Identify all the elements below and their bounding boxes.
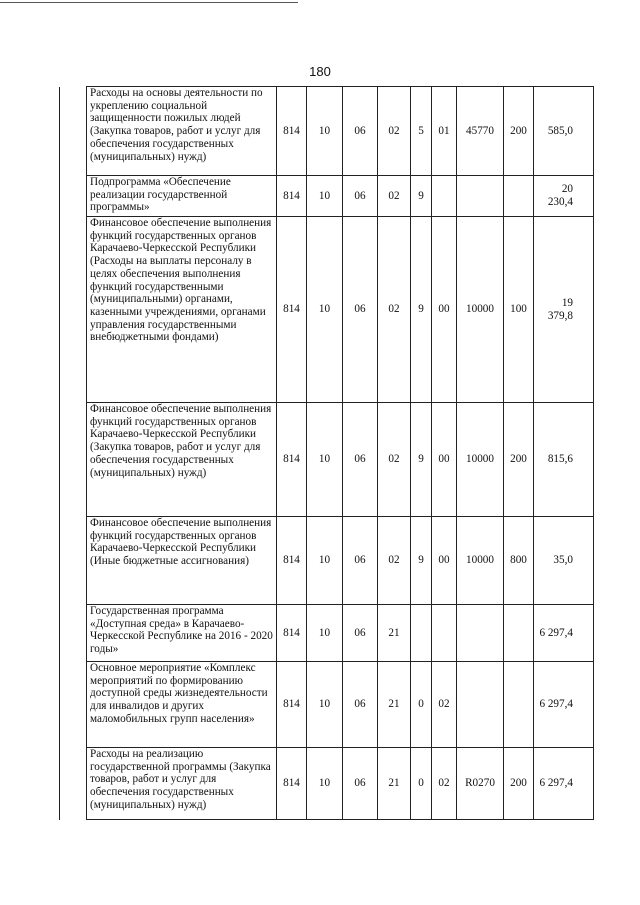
code-section: 10 [307, 176, 343, 217]
row-name: Подпрограмма «Обеспечение реализации государственной программы» [87, 176, 277, 217]
code-expense-type: 800 [504, 517, 534, 605]
code-ministry: 814 [277, 87, 307, 176]
code-subsection: 06 [343, 748, 378, 820]
code-section: 10 [307, 662, 343, 748]
table-row [60, 403, 594, 517]
blank-cell [60, 217, 87, 403]
code-program: 21 [378, 662, 411, 748]
table-row [60, 748, 594, 820]
code-section: 10 [307, 87, 343, 176]
row-name: Расходы на основы деятельности по укреплению социальной защищенности пожилых людей (Закупка товаров, работ и услуг для обеспечения государственных (муниципальных) нужд) [87, 87, 277, 176]
table-row [60, 87, 594, 176]
row-amount: 35,0 [534, 517, 594, 605]
row-amount: 6 297,4 [534, 662, 594, 748]
code-measure: 00 [432, 217, 457, 403]
row-name: Основное мероприятие «Комплекс мероприятий по формированию доступной среды жизнедеятельности для инвалидов и других маломобильных групп населения» [87, 662, 277, 748]
blank-cell [60, 87, 87, 176]
code-measure [432, 176, 457, 217]
code-program: 21 [378, 748, 411, 820]
code-subprogram: 9 [411, 176, 432, 217]
code-program: 02 [378, 176, 411, 217]
code-program: 02 [378, 217, 411, 403]
table-row [60, 217, 594, 403]
blank-cell [60, 517, 87, 605]
code-subsection: 06 [343, 176, 378, 217]
code-section: 10 [307, 217, 343, 403]
code-subsection: 06 [343, 662, 378, 748]
row-amount: 815,6 [534, 403, 594, 517]
code-ministry: 814 [277, 217, 307, 403]
code-ministry: 814 [277, 748, 307, 820]
row-name: Финансовое обеспечение выполнения функций государственных органов Карачаево-Черкесской Республики (Иные бюджетные ассигнования) [87, 517, 277, 605]
code-measure: 02 [432, 662, 457, 748]
code-program: 02 [378, 403, 411, 517]
table-row [60, 176, 594, 217]
code-direction: 10000 [457, 517, 504, 605]
code-program: 21 [378, 605, 411, 662]
code-expense-type: 200 [504, 87, 534, 176]
code-ministry: 814 [277, 662, 307, 748]
code-ministry: 814 [277, 605, 307, 662]
blank-cell [60, 748, 87, 820]
code-subprogram: 9 [411, 217, 432, 403]
row-name: Финансовое обеспечение выполнения функций государственных органов Карачаево-Черкесской Республики (Закупка товаров, работ и услуг для обеспечения государственных (муниципальных) нужд) [87, 403, 277, 517]
code-subprogram: 5 [411, 87, 432, 176]
code-direction [457, 662, 504, 748]
code-measure [432, 605, 457, 662]
code-subprogram: 0 [411, 662, 432, 748]
row-amount: 6 297,4 [534, 748, 594, 820]
row-amount: 20 230,4 [534, 176, 594, 217]
blank-cell [60, 403, 87, 517]
code-ministry: 814 [277, 403, 307, 517]
code-section: 10 [307, 517, 343, 605]
row-amount: 585,0 [534, 87, 594, 176]
code-expense-type: 200 [504, 403, 534, 517]
code-section: 10 [307, 403, 343, 517]
code-ministry: 814 [277, 517, 307, 605]
scan-edge-line [0, 2, 298, 3]
page-number: 180 [309, 64, 331, 79]
code-direction [457, 605, 504, 662]
code-subprogram: 0 [411, 748, 432, 820]
code-subprogram: 9 [411, 517, 432, 605]
code-expense-type: 100 [504, 217, 534, 403]
code-expense-type [504, 605, 534, 662]
code-direction: 45770 [457, 87, 504, 176]
code-program: 02 [378, 517, 411, 605]
code-expense-type [504, 176, 534, 217]
code-ministry: 814 [277, 176, 307, 217]
table-row [60, 662, 594, 748]
code-subprogram: 9 [411, 403, 432, 517]
code-direction: 10000 [457, 217, 504, 403]
code-subsection: 06 [343, 403, 378, 517]
row-amount: 6 297,4 [534, 605, 594, 662]
code-direction [457, 176, 504, 217]
row-name: Государственная программа «Доступная среда» в Карачаево-Черкесской Республике на 2016 - 2020 годы» [87, 605, 277, 662]
code-subsection: 06 [343, 605, 378, 662]
code-subsection: 06 [343, 517, 378, 605]
row-name: Финансовое обеспечение выполнения функций государственных органов Карачаево-Черкесской Республики (Расходы на выплаты персоналу в целях обеспечения выполнения функций государственными (муниципальными) органами, казенными учреждениями, органами управления государственными внебюджетными фондами) [87, 217, 277, 403]
code-measure: 01 [432, 87, 457, 176]
code-section: 10 [307, 605, 343, 662]
code-section: 10 [307, 748, 343, 820]
code-measure: 02 [432, 748, 457, 820]
code-measure: 00 [432, 517, 457, 605]
blank-cell [60, 662, 87, 748]
code-direction: R0270 [457, 748, 504, 820]
code-direction: 10000 [457, 403, 504, 517]
row-amount: 19 379,8 [534, 217, 594, 403]
budget-table [59, 86, 594, 820]
code-expense-type: 200 [504, 748, 534, 820]
blank-cell [60, 176, 87, 217]
code-subsection: 06 [343, 87, 378, 176]
table-row [60, 517, 594, 605]
blank-cell [60, 605, 87, 662]
code-program: 02 [378, 87, 411, 176]
code-subsection: 06 [343, 217, 378, 403]
row-name: Расходы на реализацию государственной программы (Закупка товаров, работ и услуг для обеспечения государственных (муниципальных) нужд) [87, 748, 277, 820]
table-row [60, 605, 594, 662]
code-expense-type [504, 662, 534, 748]
code-measure: 00 [432, 403, 457, 517]
code-subprogram [411, 605, 432, 662]
